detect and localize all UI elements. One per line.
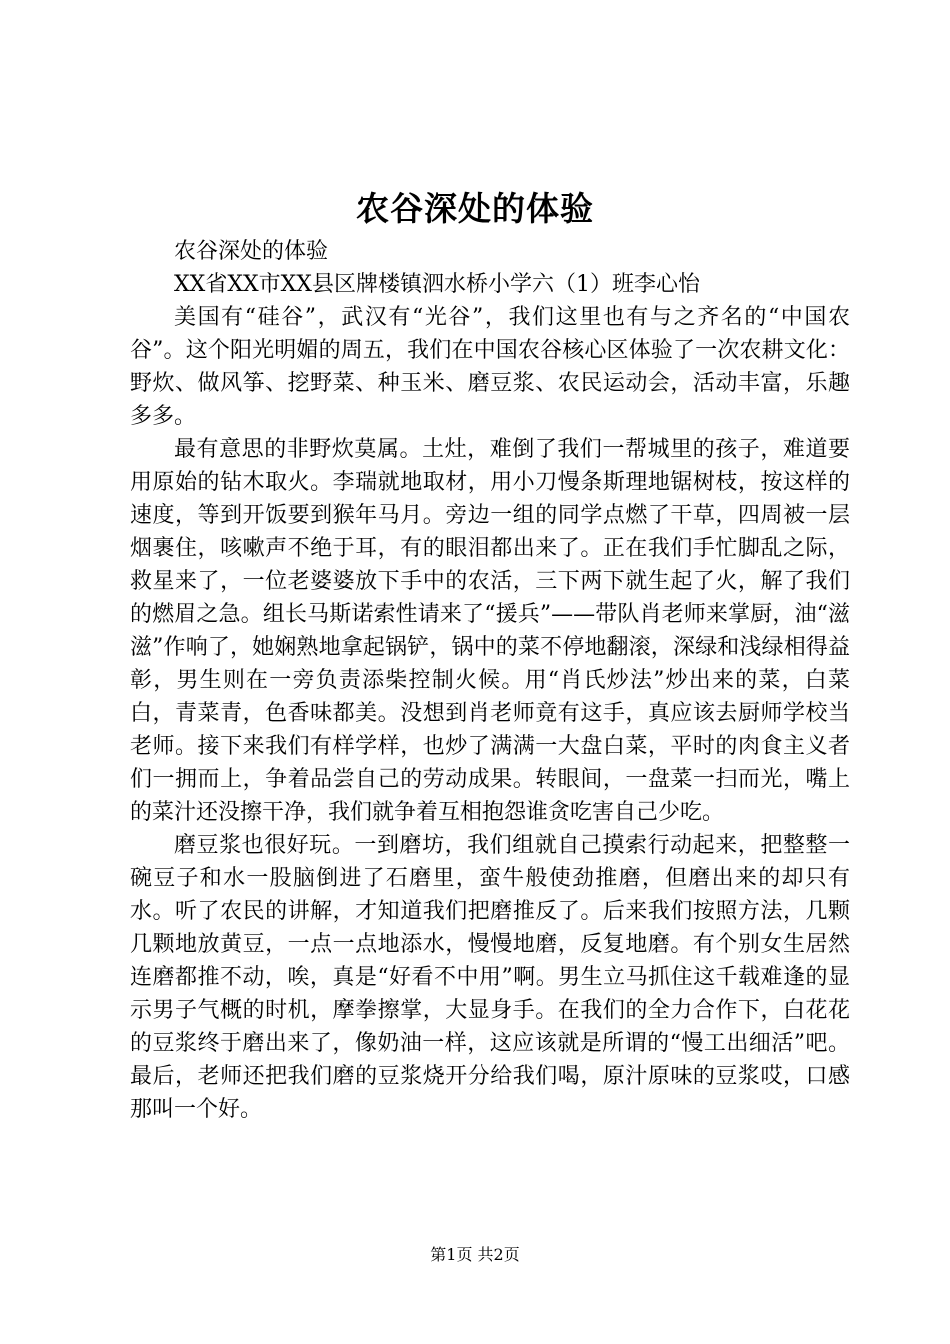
author-line: XX省XX市XX县区牌楼镇泗水桥小学六（1）班李心怡 — [174, 272, 700, 297]
subtitle-line: 农谷深处的体验 — [174, 239, 329, 264]
page-footer: 第1页 共2页 — [430, 1245, 520, 1264]
paragraph-intro: 美国有“硅谷”，武汉有“光谷”，我们这里也有与之齐名的“中国农谷”。这个阳光明媚的周五，我们在中国农谷核心区体验了一次农耕文化：野炊、做风筝、挖野菜、种玉米、磨豆浆、农民运动会，活动丰富，乐趣多多。 — [130, 305, 850, 429]
paragraph-soymilk: 磨豆浆也很好玩。一到磨坊，我们组就自己摸索行动起来，把整整一碗豆子和水一股脑倒进了石磨里，蛮牛般使劲推磨，但磨出来的却只有水。听了农民的讲解，才知道我们把磨推反了。后来我们按照方法，几颗几颗地放黄豆，一点一点地添水，慢慢地磨，反复地磨。有个别女生居然连磨都推不动，唉，真是“好看不中用”啊。男生立马抓住这千载难逢的显示男子气概的时机，摩拳擦掌，大显身手。在我们的全力合作下，白花花的豆浆终于磨出来了，像奶油一样，这应该就是所谓的“慢工出细活”吧。最后，老师还把我们磨的豆浆烧开分给我们喝，原汁原味的豆浆哎，口感那叫一个好。 — [130, 833, 850, 1122]
document-title: 农谷深处的体验 — [356, 189, 594, 228]
document-body — [130, 235, 850, 1126]
paragraph-picnic: 最有意思的非野炊莫属。土灶，难倒了我们一帮城里的孩子，难道要用原始的钻木取火。李瑞就地取材，用小刀慢条斯理地锯树枝，按这样的速度，等到开饭要到猴年马月。旁边一组的同学点燃了干草，四周被一层烟裹住，咳嗽声不绝于耳，有的眼泪都出来了。正在我们手忙脚乱之际，救星来了，一位老婆婆放下手中的农活，三下两下就生起了火，解了我们的燃眉之急。组长马斯诺索性请来了“援兵”——带队肖老师来掌厨，油“滋滋”作响了，她娴熟地拿起锅铲，锅中的菜不停地翻滚，深绿和浅绿相得益彰，男生则在一旁负责添柴控制火候。用“肖氏炒法”炒出来的菜，白菜白，青菜青，色香味都美。没想到肖老师竟有这手，真应该去厨师学校当老师。接下来我们有样学样，也炒了满满一大盘白菜，平时的肉食主义者们一拥而上，争着品尝自己的劳动成果。转眼间，一盘菜一扫而光，嘴上的菜汁还没擦干净，我们就争着互相抱怨谁贪吃害自己少吃。 — [130, 437, 850, 825]
